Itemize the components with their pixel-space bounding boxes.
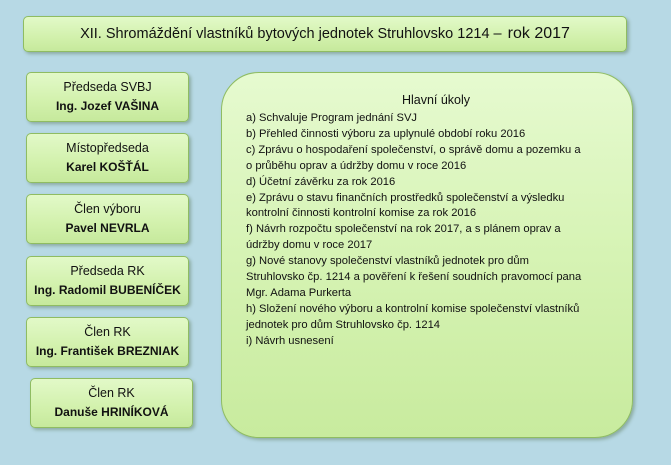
task-line: d) Účetní závěrku za rok 2016 [246,175,396,188]
task-line: g) Nové stanovy společenství vlastníků jednotek pro dům [246,255,529,268]
tasks-heading: Hlavní úkoly [401,93,471,107]
person-role: Člen RK [88,386,135,400]
person-name: Ing. Radomil BUBENÍČEK [34,283,181,297]
task-line: jednotek pro dům Struhlovsko čp. 1214 [246,318,441,331]
person-role: Člen výboru [74,202,141,216]
person-role: Předseda RK [70,264,145,278]
person-role: Člen RK [84,325,131,339]
task-line: h) Složení nového výboru a kontrolní komise společenství vlastníků [246,302,580,315]
person-name: Pavel NEVRLA [65,221,150,235]
task-line: c) Zprávu o hospodaření společenství, o správě domu a pozemku a [246,143,581,156]
person-card-mistopredseda [26,133,189,183]
main-tasks-panel [221,72,633,438]
task-line: údržby domu v roce 2017 [246,239,373,252]
person-card-predseda-rk [26,256,189,306]
person-role: Předseda SVBJ [63,80,152,94]
person-card-clen-rk-2 [30,378,193,428]
person-role: Místopředseda [66,141,149,155]
task-line: kontrolní činnosti kontrolní komise za rok 2016 [246,207,477,220]
task-list [246,111,616,350]
page-title [23,16,627,52]
person-card-clen-rk-1 [26,317,189,367]
person-name: Danuše HRINÍKOVÁ [54,405,169,419]
task-line: Mgr. Adama Purkerta [246,286,352,299]
task-line: b) Přehled činnosti výboru za uplynulé období roku 2016 [246,127,526,140]
title-year: rok 2017 [507,25,570,42]
person-name: Ing. František BREZNIAK [35,344,180,358]
person-name: Karel KOŠŤÁL [66,160,149,174]
task-line: o průběhu oprav a údržby domu v roce 2016 [246,159,467,172]
task-line: a) Schvaluje Program jednání SVJ [246,112,418,124]
person-name: Ing. Jozef VAŠINA [55,99,160,113]
task-line: f) Návrh rozpočtu společenství na rok 2017, a s plánem oprav a [246,223,561,236]
person-card-predseda-svbj [26,72,189,122]
person-card-clen-vyboru [26,194,189,244]
task-line: i) Návrh usnesení [246,334,334,347]
task-line: e) Zprávu o stavu finančních prostředků společenství a výsledku [246,191,565,204]
task-line: Struhlovsko čp. 1214 a pověření k řešení soudních pravomocí pana [246,271,582,284]
title-text: XII. Shromáždění vlastníků bytových jednotek Struhlovsko 1214 – [80,26,502,42]
